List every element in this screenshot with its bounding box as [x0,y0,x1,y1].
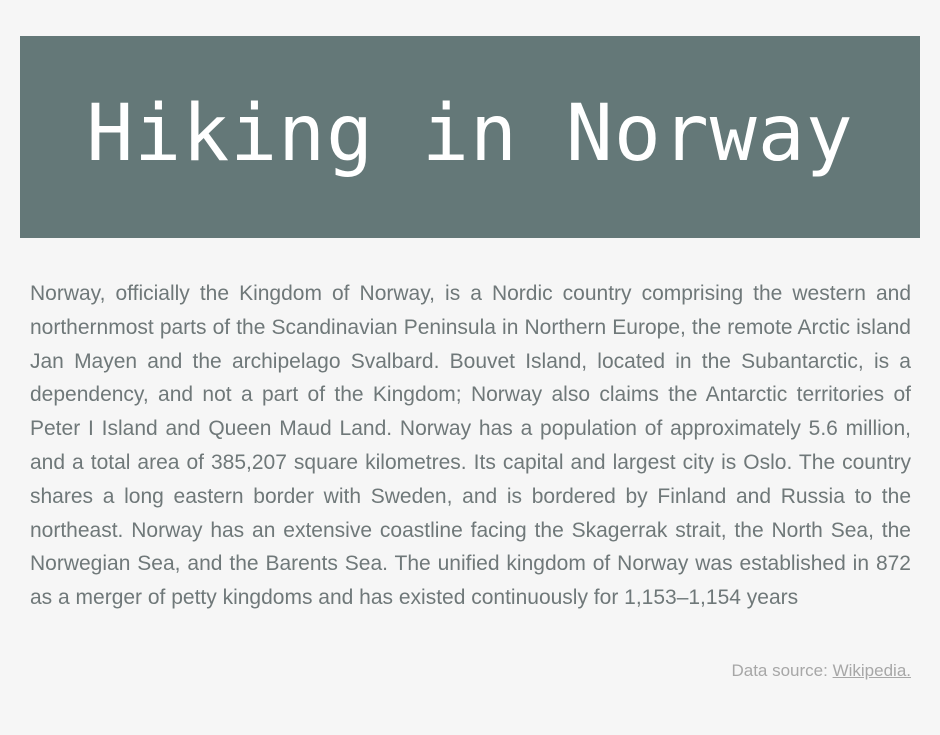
header-banner [20,36,920,238]
data-source-label: Data source: [731,661,833,680]
article-body [30,277,911,615]
wikipedia-link[interactable]: Wikipedia. [832,661,911,680]
data-source [731,661,911,681]
page-title: Hiking in Norway [86,89,854,179]
article-paragraph: Norway, officially the Kingdom of Norway, is a Nordic country comprising the western and northernmost parts of the Scandinavian Peninsula in Northern Europe, the remote Arctic island Jan Mayen and the archipelago Svalbard. Bouvet Island, located in the Subantarctic, is a dependency, and not a part of the Kingdom; Norway also claims the Antarctic territories of Peter I Island and Queen Maud Land. Norway has a population of approximately 5.6 million, and a total area of 385,207 square kilometres. Its capital and largest city is Oslo. The country shares a long eastern border with Sweden, and is bordered by Finland and Russia to the northeast. Norway has an extensive coastline facing the Skagerrak strait, the North Sea, the Norwegian Sea, and the Barents Sea. The unified kingdom of Norway was established in 872 as a merger of petty kingdoms and has existed continuously for 1,153–1,154 years [30,282,911,610]
